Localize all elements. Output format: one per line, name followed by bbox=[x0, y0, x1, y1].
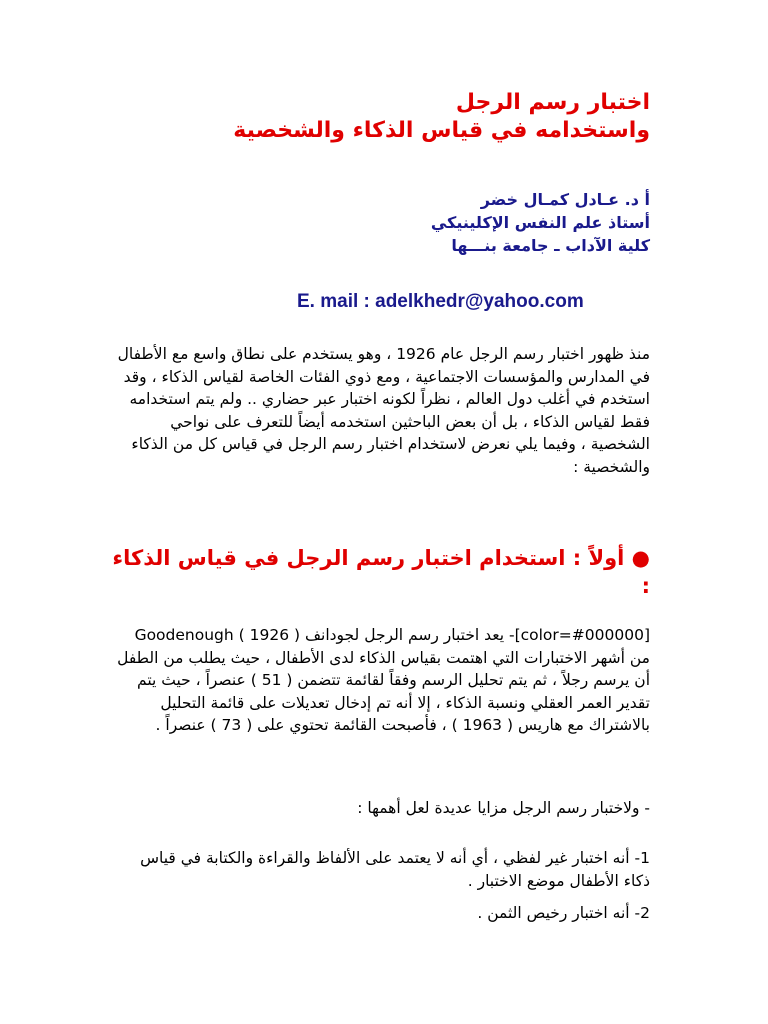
advantage-item-2: 2- أنه اختبار رخيص الثمن . bbox=[477, 904, 650, 922]
author-affiliation: كلية الآداب ـ جامعة بنـــها bbox=[451, 236, 650, 255]
title-line-2: واستخدامه في قياس الذكاء والشخصية bbox=[233, 118, 650, 143]
author-name: أ د. عـادل كمـال خضر bbox=[480, 190, 650, 209]
section-paragraph-goodenough: [color=#000000]- يعد اختبار رسم الرجل لجودانف ( 1926 ) Goodenough من أشهر الاختبارات التي اهتمت بقياس الذكاء لدى الأطفال ، حيث يطلب من الطفل أن يرسم رجلاً ، ثم يتم تحليل الرسم وفقاً لقائمة تتضمن ( 51 ) عنصراً ، حيث يتم تقدير العمر العقلي ونسبة الذكاء ، إلا أنه تم إدخال تعديلات على قائمة التحليل بالاشتراك مع هاريس ( 1963 ) ، فأصبحت القائمة تحتوي على ( 73 ) عنصراً . bbox=[117, 626, 650, 734]
author-block bbox=[431, 188, 650, 257]
author-position: أستاذ علم النفس الإكلينيكي bbox=[430, 213, 650, 232]
title-line-1: اختبار رسم الرجل bbox=[455, 90, 650, 115]
document-title bbox=[233, 89, 650, 145]
intro-paragraph: منذ ظهور اختبار رسم الرجل عام 1926 ، وهو يستخدم على نطاق واسع مع الأطفال في المدارس والمؤسسات الاجتماعية ، ومع ذوي الفئات الخاصة لقياس الذكاء ، وقد استخدم في أغلب دول العالم ، نظراً لكونه اختبار عبر حضاري .. ولم يتم استخدامه فقط لقياس الذكاء ، بل أن بعض الباحثين استخدمه أيضاً للتعرف على نواحي الشخصية ، وفيما يلي نعرض لاستخدام اختبار رسم الرجل في قياس كل من الذكاء والشخصية : bbox=[117, 345, 650, 476]
advantages-intro: - ولاختبار رسم الرجل مزايا عديدة لعل أهمها : bbox=[357, 799, 650, 817]
section-heading-intelligence: ● أولاً : استخدام اختبار رسم الرجل في قياس الذكاء : bbox=[112, 546, 650, 598]
advantage-item-1: 1- أنه اختبار غير لفظي ، أي أنه لا يعتمد على الألفاظ والقراءة والكتابة في قياس ذكاء الأطفال موضع الاختبار . bbox=[140, 849, 650, 890]
author-email: E. mail : adelkhedr@yahoo.com bbox=[297, 291, 584, 312]
